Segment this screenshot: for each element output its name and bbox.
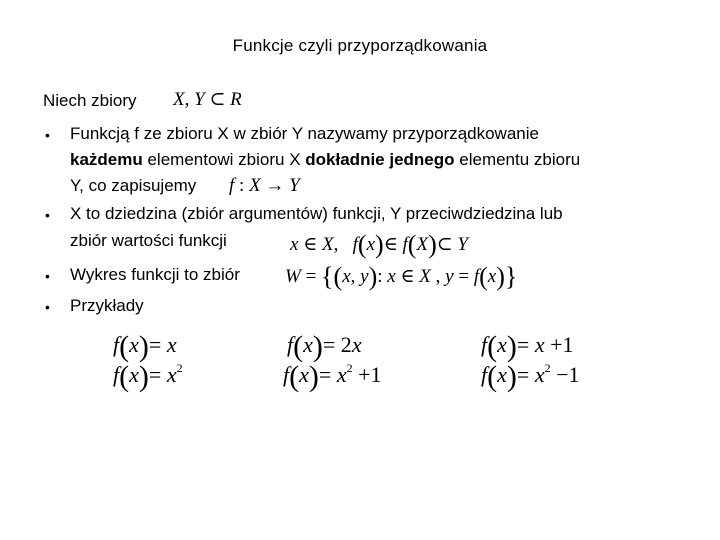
intro-formula: X, Y ⊂ R xyxy=(173,89,242,110)
function-notation-formula: f : X → Y xyxy=(229,175,300,196)
example-formula-2: $f(x)= x^2$ xyxy=(113,360,183,393)
bullet-3-line-1: Wykres funkcji to zbiór xyxy=(70,265,240,284)
example-formula-3: f(x)= 2x xyxy=(287,330,362,363)
example-formula-5: f(x)= x +1 xyxy=(481,330,574,363)
emphasis-text: każdemu xyxy=(70,150,143,169)
bullet-marker: • xyxy=(45,127,50,143)
example-formula-1: f(x)= x xyxy=(113,330,177,363)
example-formula-4: $f(x)= x^2 +1$ xyxy=(283,360,382,393)
bullet-1-line-1: Funkcją f ze zbioru X w zbiór Y nazywamy przyporządkowanie xyxy=(70,124,539,143)
bullet-2-line-1: X to dziedzina (zbiór argumentów) funkcji, Y przeciwdziedzina lub xyxy=(70,204,563,223)
bullet-marker: • xyxy=(45,268,50,284)
graph-set-formula: W = {(x, y): x ∈ X , y = f(x)} xyxy=(285,262,518,291)
bullet-1-line-2 xyxy=(70,151,580,168)
slide-title: Funkcje czyli przyporządkowania xyxy=(232,36,488,55)
bullet-1-line-3: Y, co zapisujemy xyxy=(70,176,197,195)
bullet-4-line-1: Przykłady xyxy=(70,296,144,315)
bullet-2-line-2: zbiór wartości funkcji xyxy=(70,231,227,250)
bullet-1-line-2-part: elementu zbioru xyxy=(454,150,581,169)
bullet-1-line-2-part: elementowi zbioru X xyxy=(142,150,306,169)
emphasis-text: dokładnie jednego xyxy=(305,150,455,169)
example-formula-6: $f(x)= x^2 -1$ xyxy=(481,360,580,393)
bullet-marker: • xyxy=(45,207,50,223)
intro-text: Niech zbiory xyxy=(43,91,137,110)
bullet-marker: • xyxy=(45,299,50,315)
domain-range-formula: x ∈ X, f(x)∈ f(X)⊂ Y xyxy=(290,230,468,259)
